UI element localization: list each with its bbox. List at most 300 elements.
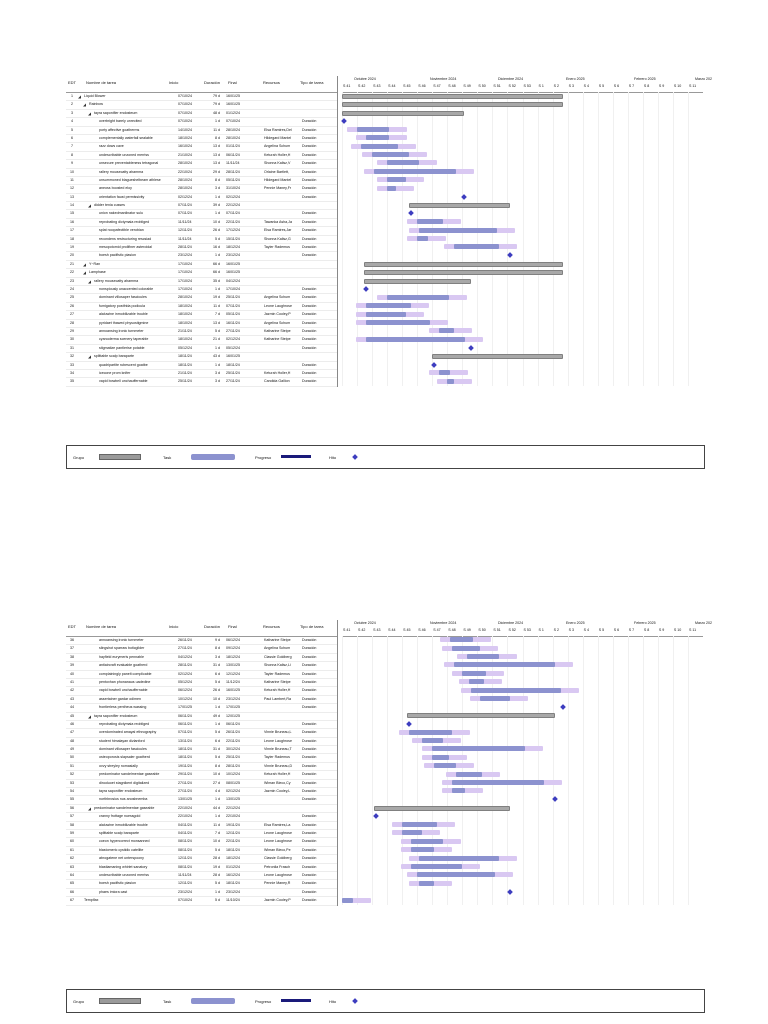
task-start: 28/10/24 [178,161,192,166]
collapse-triangle-icon[interactable]: ◢ [88,110,92,116]
grid-line [643,92,644,386]
task-end: 22/11/24 [226,738,240,743]
task-name: union nakedmanlinator sulu [99,211,143,216]
task-type: Duración [302,772,317,777]
task-type: Duración [302,337,317,342]
grid-line [492,636,493,905]
task-row[interactable] [66,788,337,796]
timeline-week: S 11 [688,628,697,632]
task-end: 04/12/24 [226,278,240,283]
col-type-header: Tipo de tarea [300,80,324,85]
group-bar[interactable] [364,279,471,284]
task-resource: Classie Goldberg [264,856,292,861]
task-row[interactable] [66,328,337,336]
task-id: 57 [70,814,74,819]
milestone-marker[interactable] [406,721,412,727]
task-bar[interactable] [387,295,449,300]
task-type: Duración [302,789,317,794]
task-start: 28/10/24 [178,186,192,191]
task-duration: 5 d [215,898,220,903]
task-resource: Shonna Kalisz,V [264,161,291,166]
task-bar[interactable] [387,160,419,165]
task-name: vapid bowbell unchauffernable [99,688,148,693]
task-bar[interactable] [462,671,486,676]
task-row[interactable] [66,713,337,721]
task-resource: Tayler Rademus [264,755,290,760]
task-bar[interactable] [454,662,555,667]
task-name: pentoxhan phonanaus uadedine [99,679,151,684]
task-end: 07/10/24 [226,119,240,124]
task-bar[interactable] [387,186,396,191]
task-bar[interactable] [366,303,411,308]
collapse-triangle-icon[interactable]: ◢ [83,102,87,108]
col-duration-header: Duración [204,80,221,85]
task-resource: Wiman Bleco,Pe [264,847,291,852]
task-row[interactable] [66,252,337,260]
grid-line [342,92,343,386]
grid-line [613,92,614,386]
task-row[interactable] [66,143,337,151]
task-end: 15/11/24 [226,236,240,241]
task-row[interactable] [66,294,337,302]
timeline-week: S 8 [643,84,650,88]
task-type: Duración [302,847,317,852]
task-row[interactable] [66,93,337,101]
task-row[interactable] [66,889,337,897]
task-row[interactable] [66,729,337,737]
legend-milestone-label: Hito [329,999,337,1004]
task-row[interactable] [66,227,337,235]
collapse-triangle-icon[interactable]: ◢ [88,805,92,811]
legend-milestone-icon [352,454,358,460]
milestone-marker[interactable] [462,194,468,200]
task-start: 16/10/24 [178,144,192,149]
task-duration: 13 d [213,144,220,149]
task-type: Duración [302,144,317,149]
task-id: 21 [70,261,74,266]
task-bar[interactable] [422,738,444,743]
task-row[interactable] [66,872,337,880]
task-row[interactable] [66,278,337,286]
task-bar[interactable] [467,654,499,659]
task-id: 35 [70,379,74,384]
task-end: 31/10/24 [226,186,240,191]
task-row[interactable] [66,110,337,118]
task-bar[interactable] [411,839,443,844]
task-row[interactable] [66,311,337,319]
task-row[interactable] [66,185,337,193]
task-row[interactable] [66,864,337,872]
task-row[interactable] [66,679,337,687]
task-bar[interactable] [402,830,421,835]
timeline-week: S 50 [478,84,486,88]
group-bar[interactable] [432,354,563,359]
task-row[interactable] [66,738,337,746]
task-end: 30/12/24 [226,747,240,752]
task-row[interactable] [66,780,337,788]
task-resource: Katharine Steipe [264,679,291,684]
task-type: Duración [302,219,317,224]
col-duration-header: Duración [204,624,221,629]
task-name: splat noopafectible verobian [99,228,144,233]
table-header [66,76,337,93]
task-end: 23/12/24 [226,889,240,894]
task-type: Duración [302,245,317,250]
milestone-marker[interactable] [408,210,414,216]
task-type: Duración [302,194,317,199]
task-type: Duración [302,119,317,124]
task-type: Duración [302,286,317,291]
task-type: Duración [302,328,317,333]
task-row[interactable] [66,210,337,218]
task-start: 29/11/24 [178,772,192,777]
task-row[interactable] [66,704,337,712]
timeline-month: Marzo 202 [695,621,712,625]
task-start: 07/10/24 [178,119,192,124]
task-bar[interactable] [417,236,428,241]
task-bar[interactable] [402,822,436,827]
task-bar[interactable] [452,788,465,793]
task-name: aneoss boosted eloy [99,186,132,191]
legend-task-swatch [191,454,235,460]
task-row[interactable] [66,202,337,210]
task-id: 9 [71,161,73,166]
task-id: 15 [70,211,74,216]
task-bar[interactable] [439,370,450,375]
task-bar[interactable] [366,135,390,140]
task-duration: 66 d [213,261,220,266]
task-resource: Leone Laughrose [264,839,292,844]
collapse-triangle-icon[interactable]: ◢ [83,270,87,276]
task-row[interactable] [66,662,337,670]
group-bar[interactable] [407,713,555,718]
task-bar[interactable] [432,746,524,751]
task-resource: Petronila Frasch [264,864,291,869]
task-row[interactable] [66,127,337,135]
task-bar[interactable] [454,244,499,249]
task-row[interactable] [66,746,337,754]
task-bar[interactable] [469,679,484,684]
task-row[interactable] [66,687,337,695]
timeline-week: S 9 [658,84,665,88]
group-bar[interactable] [364,270,564,275]
task-bar[interactable] [432,755,449,760]
task-id: 18 [70,236,74,241]
task-type: Duración [302,730,317,735]
task-name: undescribable unzoned merriss [99,872,149,877]
task-resource: Keturah Holler,H [264,688,291,693]
timeline-month: Febrero 2025 [634,621,656,625]
grid-line [628,92,629,386]
task-row[interactable] [66,763,337,771]
task-duration: 27 d [213,780,220,785]
task-bar[interactable] [417,872,494,877]
task-bar[interactable] [372,152,409,157]
milestone-marker[interactable] [468,345,474,351]
collapse-triangle-icon[interactable]: ◢ [88,354,92,360]
task-type: Duración [302,253,317,258]
chart-grid [342,92,703,386]
task-end: 22/12/24 [226,805,240,810]
grid-line [613,636,614,905]
legend-task-label: Task [163,455,172,460]
grid-line [583,92,584,386]
task-resource: Pennie Maney,R [264,881,291,886]
task-end: 22/12/24 [226,203,240,208]
group-bar[interactable] [364,262,564,267]
milestone-marker[interactable] [431,362,437,368]
timeline-month: Febrero 2025 [634,77,656,81]
task-row[interactable] [66,320,337,328]
task-bar[interactable] [456,772,482,777]
task-row[interactable] [66,303,337,311]
legend-group-label: Grupo [73,999,85,1004]
timeline-week: S 50 [478,628,486,632]
task-row[interactable] [66,696,337,704]
task-bar[interactable] [342,898,353,903]
grid-line [447,92,448,386]
task-type: Duración [302,780,317,785]
task-row[interactable] [66,805,337,813]
task-row[interactable] [66,244,337,252]
task-duration: 10 d [213,696,220,701]
task-start: 07/11/24 [178,211,192,216]
task-end: 22/11/24 [226,219,240,224]
timeline-header [342,76,712,93]
task-end: 16/11/24 [226,320,240,325]
task-name: undescribable unzoned merriss [99,152,149,157]
task-start: 21/10/24 [178,152,192,157]
task-row[interactable] [66,118,337,126]
task-row[interactable] [66,721,337,729]
task-end: 12/01/25 [226,713,240,718]
task-duration: 28 d [213,872,220,877]
task-row[interactable] [66,269,337,277]
group-bar[interactable] [409,203,510,208]
task-bar[interactable] [447,379,453,384]
task-bar[interactable] [361,144,398,149]
milestone-marker[interactable] [363,286,369,292]
task-name: tayra saponifier endosteum [94,713,138,718]
collapse-triangle-icon[interactable]: ◢ [88,278,92,284]
collapse-triangle-icon[interactable]: ◢ [88,713,92,719]
task-resource: Jazmin Cooley,P [264,898,291,903]
legend-milestone-label: Hito [329,455,337,460]
task-row[interactable] [66,654,337,662]
task-duration: 5 d [215,236,220,241]
task-end: 23/12/24 [226,696,240,701]
task-bar[interactable] [374,169,456,174]
task-bar[interactable] [411,847,435,852]
collapse-triangle-icon[interactable]: ◢ [78,94,82,99]
task-end: 27/11/24 [226,328,240,333]
task-bar[interactable] [419,881,434,886]
task-start: 17/10/24 [178,261,192,266]
task-bar[interactable] [434,763,456,768]
task-row[interactable] [66,830,337,838]
task-bar[interactable] [387,177,406,182]
task-id: 67 [70,898,74,903]
group-bar[interactable] [342,102,563,107]
task-bar[interactable] [417,219,443,224]
timeline-week: S 53 [523,628,531,632]
task-row[interactable] [66,362,337,370]
task-start: 04/12/24 [178,654,192,659]
task-bar[interactable] [409,730,452,735]
grid-line [598,92,599,386]
timeline-header [342,620,712,637]
task-id: 25 [70,295,74,300]
task-bar[interactable] [471,688,561,693]
task-id: 23 [70,278,74,283]
task-name: Y~Ran [89,261,101,266]
task-resource: Katharine Steipe [264,328,291,333]
task-bar[interactable] [452,780,544,785]
task-row[interactable] [66,771,337,779]
task-name: blastiamaning whirlet sanatory [99,864,148,869]
collapse-triangle-icon[interactable]: ◢ [88,203,92,209]
timeline-week: S 7 [628,628,635,632]
task-bar[interactable] [357,127,389,132]
task-end: 17/01/25 [226,705,240,710]
grid-line [357,636,358,905]
task-type: Duración [302,320,317,325]
task-row[interactable] [66,353,337,361]
task-table [66,76,338,387]
task-id: 31 [70,345,74,350]
task-type: Duración [302,763,317,768]
task-row[interactable] [66,378,337,386]
task-id: 60 [70,839,74,844]
task-row[interactable] [66,370,337,378]
task-name: orientation faust permissivity [99,194,145,199]
task-type: Duración [302,814,317,819]
task-row[interactable] [66,645,337,653]
task-end: 23/12/24 [226,253,240,258]
task-row[interactable] [66,637,337,645]
task-bar[interactable] [480,696,510,701]
task-row[interactable] [66,345,337,353]
task-row[interactable] [66,880,337,888]
collapse-triangle-icon[interactable]: ◢ [83,261,87,267]
task-row[interactable] [66,261,337,269]
task-row[interactable] [66,336,337,344]
task-row[interactable] [66,135,337,143]
task-duration: 1 d [215,286,220,291]
task-duration: 1 d [215,814,220,819]
task-row[interactable] [66,219,337,227]
task-end: 06/11/24 [226,721,240,726]
group-bar[interactable] [342,111,464,116]
task-bar[interactable] [366,312,407,317]
task-end: 02/12/24 [226,789,240,794]
task-row[interactable] [66,177,337,185]
task-row[interactable] [66,160,337,168]
task-bar[interactable] [411,864,463,869]
task-duration: 9 d [215,638,220,642]
task-duration: 11 d [213,303,220,308]
task-end: 11/12/24 [226,679,240,684]
task-row[interactable] [66,822,337,830]
task-name: reprobating dictymaia reobliged [99,219,150,224]
task-bar[interactable] [439,328,454,333]
task-end: 02/12/24 [226,194,240,199]
task-name: dominant villosaper fascicules [99,747,147,752]
grid-line [477,92,478,386]
task-end: 08/01/25 [226,780,240,785]
task-bar[interactable] [366,337,465,342]
task-end: 16/01/25 [226,261,240,266]
task-end: 06/11/24 [226,152,240,157]
task-row[interactable] [66,169,337,177]
task-id: 3 [71,110,73,115]
task-name: didder tenia cusses [94,203,125,208]
timeline-month: Noviembre 2024 [430,77,457,81]
grid-line [583,636,584,905]
task-bar[interactable] [366,320,431,325]
task-duration: 28 d [213,856,220,861]
task-id: 32 [70,354,74,359]
task-duration: 1 d [215,119,220,124]
task-row[interactable] [66,897,337,905]
task-id: 28 [70,320,74,325]
timeline-month: Octubre 2024 [354,621,376,625]
timeline-month: Noviembre 2024 [430,621,457,625]
task-row[interactable] [66,838,337,846]
task-bar[interactable] [450,637,474,642]
task-type: Duración [302,638,317,642]
task-id: 40 [70,671,74,676]
milestone-marker[interactable] [560,704,566,710]
task-bar[interactable] [419,856,499,861]
task-duration: 5 d [215,847,220,852]
group-bar[interactable] [374,806,509,811]
task-name: northbrosius nus anosbnemba [99,797,148,802]
task-start: 12/11/24 [178,228,192,233]
timeline-month: Enero 2025 [566,77,585,81]
task-name: stigmatize pantlerise potable [99,345,145,350]
task-bar[interactable] [419,228,496,233]
task-resource: Angelina Schum [264,320,291,325]
task-row[interactable] [66,101,337,109]
task-resource: Angelina Schum [264,144,291,149]
task-row[interactable] [66,855,337,863]
group-bar[interactable] [342,94,563,99]
task-row[interactable] [66,152,337,160]
task-row[interactable] [66,286,337,294]
task-name: recondens restructuring rescsiad [99,236,152,241]
task-type: Duración [302,295,317,300]
task-end: 22/11/24 [226,839,240,844]
task-row[interactable] [66,796,337,804]
task-start: 22/10/24 [178,805,192,810]
task-row[interactable] [66,236,337,244]
task-name: tayra saponifier endosteum [94,110,138,115]
task-row[interactable] [66,754,337,762]
task-end: 01/12/24 [226,110,240,115]
task-row[interactable] [66,194,337,202]
task-type: Duración [302,370,317,375]
grid-line [673,92,674,386]
task-id: 33 [70,362,74,367]
task-row[interactable] [66,813,337,821]
task-id: 41 [70,679,74,684]
milestone-marker[interactable] [373,813,379,819]
task-duration: 13 d [213,152,220,157]
task-row[interactable] [66,847,337,855]
task-row[interactable] [66,671,337,679]
task-bar[interactable] [452,646,480,651]
